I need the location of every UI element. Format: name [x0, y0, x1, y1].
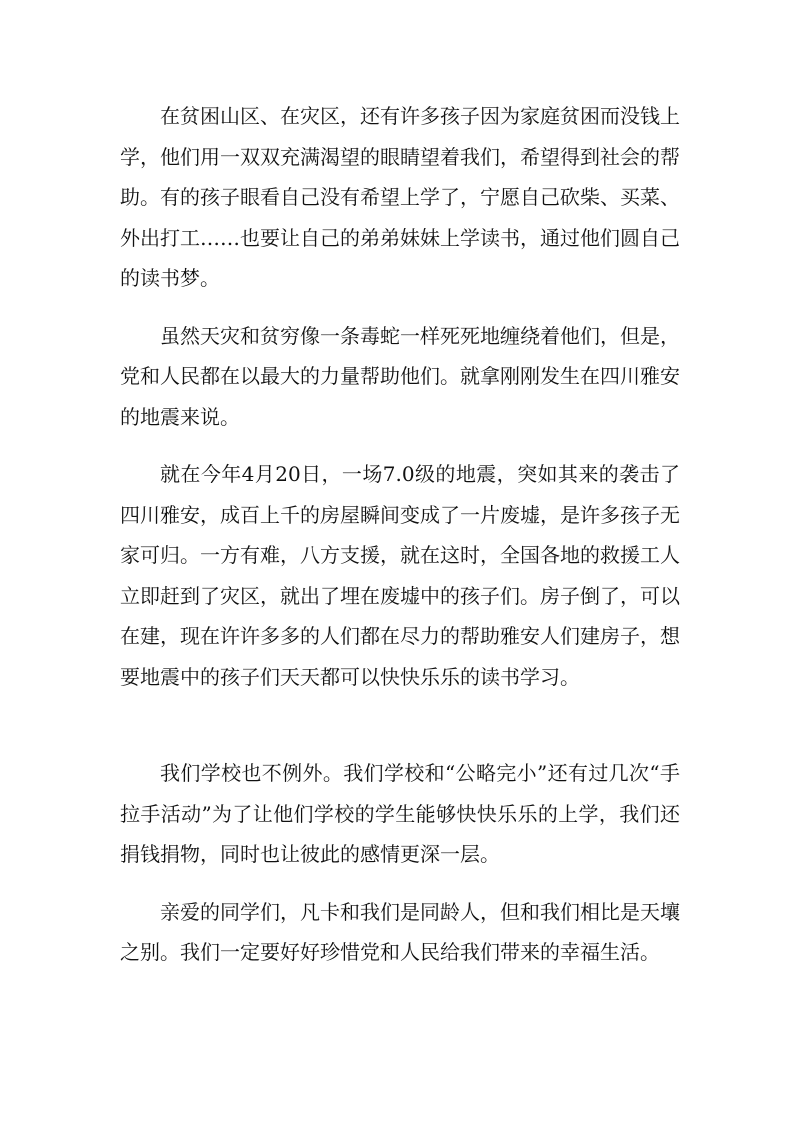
paragraph-yaan-earthquake: 就在今年4月20日，一场7.0级的地震，突如其来的袭击了四川雅安，成百上千的房屋瞬间变成了一片废墟，是许多孩子无家可归。一方有难，八方支援，就在这时，全国各地的救援工人立即赶到了灾区，就出了埋在废墟中的孩子们。房子倒了，可以在建，现在许许多多的人们都在尽力的帮助雅安人们建房子，想要地震中的孩子们天天都可以快快乐乐的读书学习。 [120, 462, 680, 689]
document-body [120, 96, 680, 973]
paragraph-school-activity: 我们学校也不例外。我们学校和“公略完小”还有过几次“手拉手活动”为了让他们学校的学生能够快快乐乐的上学，我们还捐钱捐物，同时也让彼此的感情更深一层。 [120, 761, 680, 866]
paragraph-conclusion: 亲爱的同学们，凡卡和我们是同龄人，但和我们相比是天壤之别。我们一定要好好珍惜党和人民给我们带来的幸福生活。 [120, 899, 680, 964]
paragraph-poor-children: 在贫困山区、在灾区，还有许多孩子因为家庭贫困而没钱上学，他们用一双双充满渴望的眼睛望着我们，希望得到社会的帮助。有的孩子眼看自己没有希望上学了，宁愿自己砍柴、买菜、外出打工……也要让自己的弟弟妹妹上学读书，通过他们圆自己的读书梦。 [120, 104, 680, 290]
paragraph-disaster-help: 虽然天灾和贫穷像一条毒蛇一样死死地缠绕着他们，但是，党和人民都在以最大的力量帮助他们。就拿刚刚发生在四川雅安的地震来说。 [120, 323, 680, 429]
